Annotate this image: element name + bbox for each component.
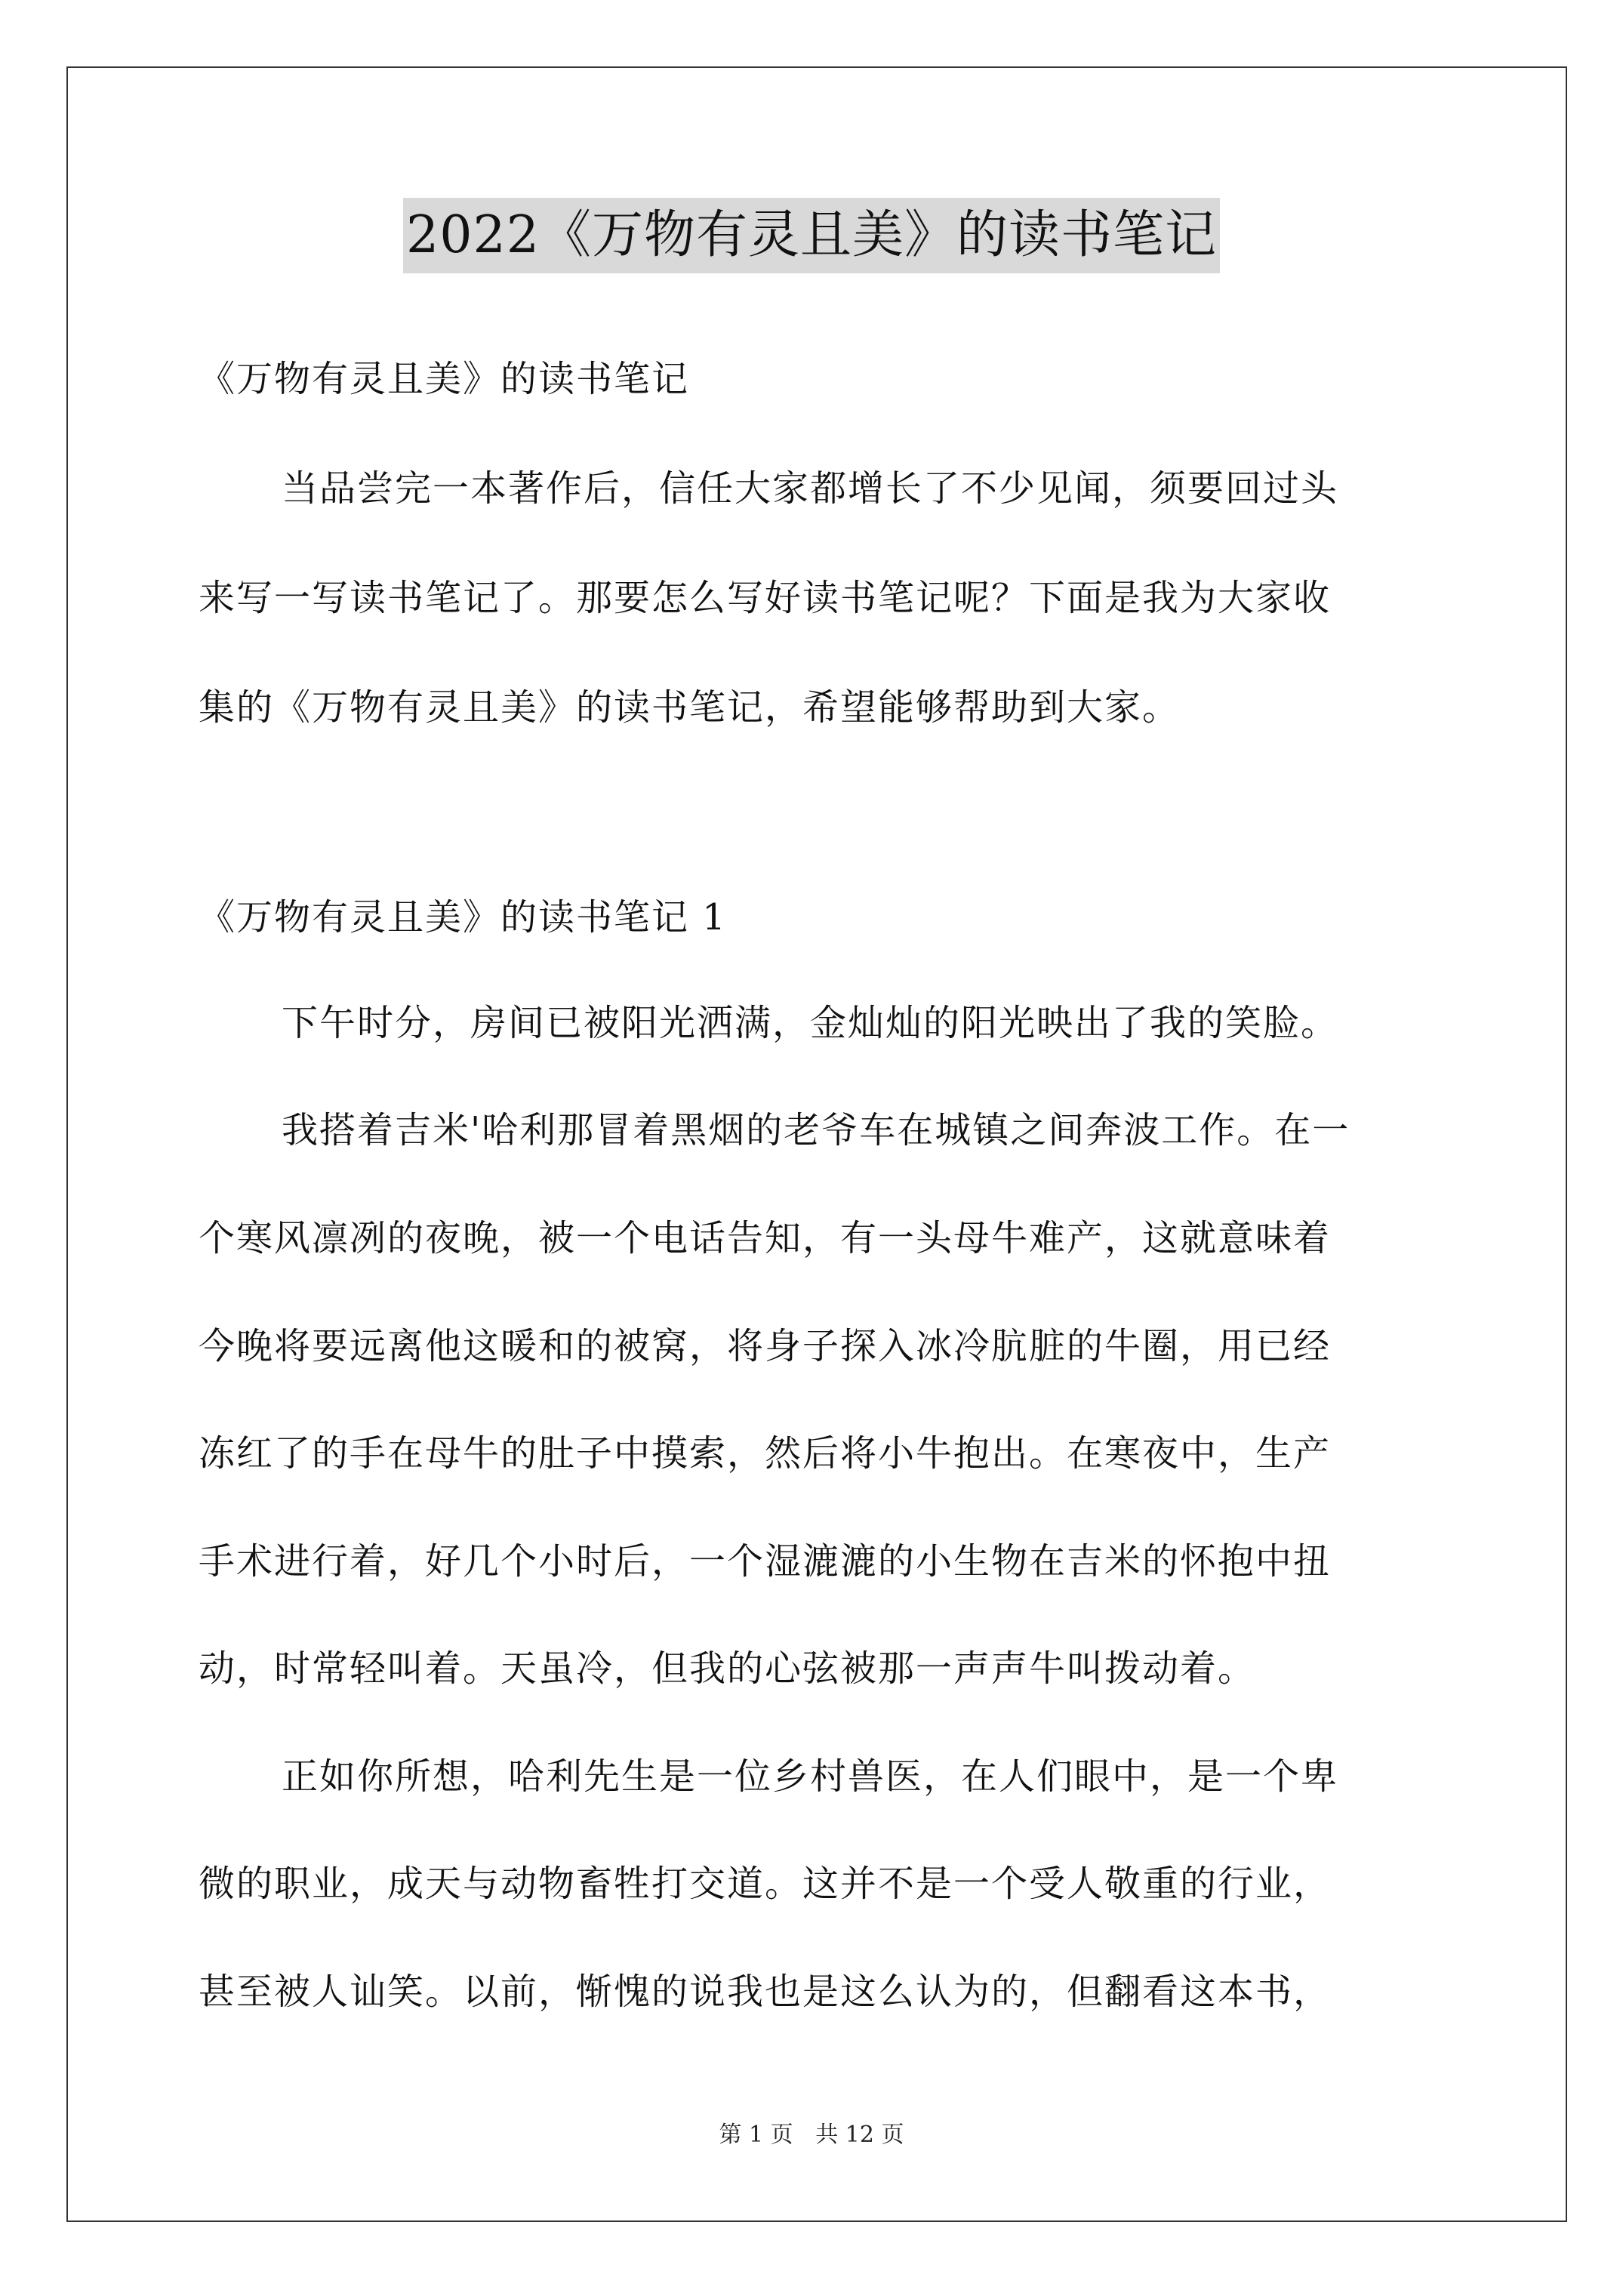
paragraph-line: 微的职业，成天与动物畜牲打交道。这并不是一个受人敬重的行业，	[199, 1863, 1332, 1905]
title-wrap	[0, 198, 1623, 273]
document-title: 2022《万物有灵且美》的读书笔记	[403, 198, 1220, 273]
page-footer	[0, 2120, 1623, 2150]
paragraph-line: 动，时常轻叫着。天虽冷，但我的心弦被那一声声牛叫拨动着。	[199, 1647, 1256, 1690]
paragraph-line: 个寒风凛冽的夜晚，被一个电话告知，有一头母牛难产，这就意味着	[199, 1217, 1332, 1259]
paragraph-line: 手术进行着，好几个小时后，一个湿漉漉的小生物在吉米的怀抱中扭	[199, 1540, 1332, 1583]
paragraph-line: 下午时分，房间已被阳光洒满，金灿灿的阳光映出了我的笑脸。	[282, 1002, 1339, 1044]
paragraph-line: 甚至被人讪笑。以前，惭愧的说我也是这么认为的，但翻看这本书，	[199, 1971, 1332, 2013]
paragraph-line: 冻红了的手在母牛的肚子中摸索，然后将小牛抱出。在寒夜中，生产	[199, 1432, 1332, 1475]
paragraph-line: 今晚将要远离他这暖和的被窝，将身子探入冰冷肮脏的牛圈，用已经	[199, 1325, 1332, 1367]
section-heading: 《万物有灵且美》的读书笔记 1	[199, 896, 727, 938]
paragraph-line: 正如你所想，哈利先生是一位乡村兽医，在人们眼中，是一个卑	[282, 1755, 1339, 1798]
paragraph-line: 来写一写读书笔记了。那要怎么写好读书笔记呢？下面是我为大家收	[199, 577, 1332, 619]
subtitle-line: 《万物有灵且美》的读书笔记	[199, 358, 690, 400]
paragraph-line: 当品尝完一本著作后，信任大家都增长了不少见闻，须要回过头	[282, 467, 1339, 510]
page-total: 共 12 页	[815, 2122, 904, 2148]
page-number: 第 1 页	[719, 2122, 793, 2148]
paragraph-line: 集的《万物有灵且美》的读书笔记，希望能够帮助到大家。	[199, 686, 1181, 729]
paragraph-line: 我搭着吉米'哈利那冒着黑烟的老爷车在城镇之间奔波工作。在一	[282, 1109, 1350, 1151]
